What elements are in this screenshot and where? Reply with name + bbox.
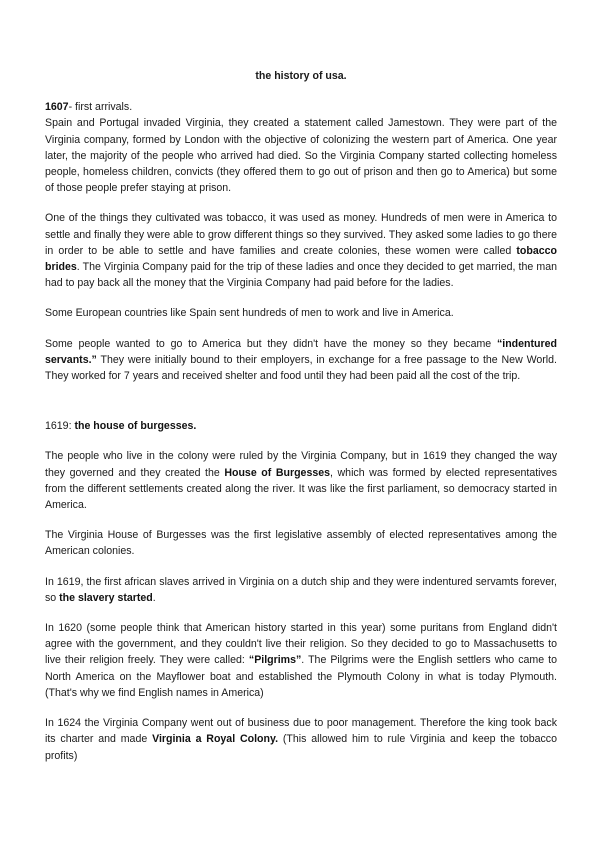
paragraph-jamestown: Spain and Portugal invaded Virginia, they created a statement called Jamestown. They were part of the Virginia company, formed by London with the objective of colonizing the western part of America. One year later, the majority of the people who arrived had died. So the Virginia Company started collecting homeless people, homeless children, convicts (they offered them to go out of prison and then go to America) but some of those people prefer staying at prison.	[45, 117, 557, 195]
paragraph-indentured-text-a: Some people wanted to go to America but they didn't have the money so they became	[45, 337, 497, 350]
paragraph-slavery	[45, 574, 557, 606]
paragraph-royal-colony	[45, 715, 557, 764]
paragraph-house-of-burgesses	[45, 448, 557, 513]
paragraph-indentured-text-c: They were initially bound to their employers, in exchange for a free passage to the New World. They worked for 7 years and received shelter and food until they had been paid all the cost of the trip.	[45, 353, 557, 383]
paragraph-slavery-text-a: In 1619, the first african slaves arrived in Virginia on a dutch ship and they were indentured servamts forever, so	[45, 575, 557, 604]
paragraph-royal-text-a: In 1624 the Virginia Company went out of business due to poor management. Therefore the king took back its charter and made	[45, 717, 557, 746]
paragraph-burgesses-text-c: , which was formed by elected representatives from the different settlements created along the river. It was like the first parliament, so democracy started in America.	[45, 466, 558, 512]
section-1619-heading	[45, 418, 557, 434]
section-1619-heading-text: the house of burgesses.	[74, 420, 197, 433]
paragraph-burgesses-text-a: The people who live in the colony were ruled by the Virginia Company, but in 1619 they changed the way they governed and they created the	[45, 450, 557, 479]
paragraph-slavery-text-c: .	[152, 591, 156, 604]
paragraph-pilgrims-text-a: In 1620 (some people think that American history started in this year) some puritans from England didn't agree with the government, and they couldn't live their religion. So they decided to go to Massachusetts to live their religion freely. They were called:	[45, 622, 557, 667]
paragraph-tobacco	[45, 210, 557, 291]
section-spacer	[45, 398, 557, 418]
paragraph-pilgrims	[45, 620, 557, 701]
term-pilgrims: “Pilgrims”	[248, 654, 302, 667]
paragraph-first-assembly: The Virginia House of Burgesses was the first legislative assembly of elected representatives among the American colonies.	[45, 529, 557, 558]
term-slavery-started: the slavery started	[59, 591, 153, 604]
year-1619: 1619:	[45, 420, 75, 433]
section-1607-heading	[45, 99, 557, 115]
paragraph-pilgrims-text-c: . The Pilgrims were the English settlers who came to North America on the Mayflower boat and established the Plymouth Colony in what is today Plymouth. (That's why we find English names in America)	[45, 654, 557, 699]
paragraph-tobacco-text-a: One of the things they cultivated was tobacco, it was used as money. Hundreds of men were in America to settle and finally they were able to grow different things so they survived. They asked some ladies to go there in order to be able to settle and have families and create colonies, these women were called	[45, 212, 557, 257]
term-royal-colony: Virginia a Royal Colony.	[152, 733, 279, 746]
document-page	[45, 68, 557, 778]
term-house-of-burgesses: House of Burgesses	[224, 466, 331, 479]
year-1607: 1607	[45, 101, 69, 114]
term-indentured-servants: “indentured servants.”	[45, 337, 557, 366]
paragraph-tobacco-text-c: . The Virginia Company paid for the trip of these ladies and once they decided to get married, the man had to pay back all the money that the Virginia Company had paid before for the ladies.	[45, 261, 557, 290]
term-tobacco-brides: tobacco brides	[45, 244, 557, 274]
paragraph-indentured	[45, 336, 557, 385]
paragraph-royal-text-c: (This allowed him to rule Virginia and keep the tobacco profits)	[45, 733, 557, 762]
section-1607-heading-text: - first arrivals.	[68, 101, 133, 114]
paragraph-european-countries: Some European countries like Spain sent hundreds of men to work and live in America.	[45, 307, 454, 320]
document-title: the history of usa.	[255, 70, 347, 82]
